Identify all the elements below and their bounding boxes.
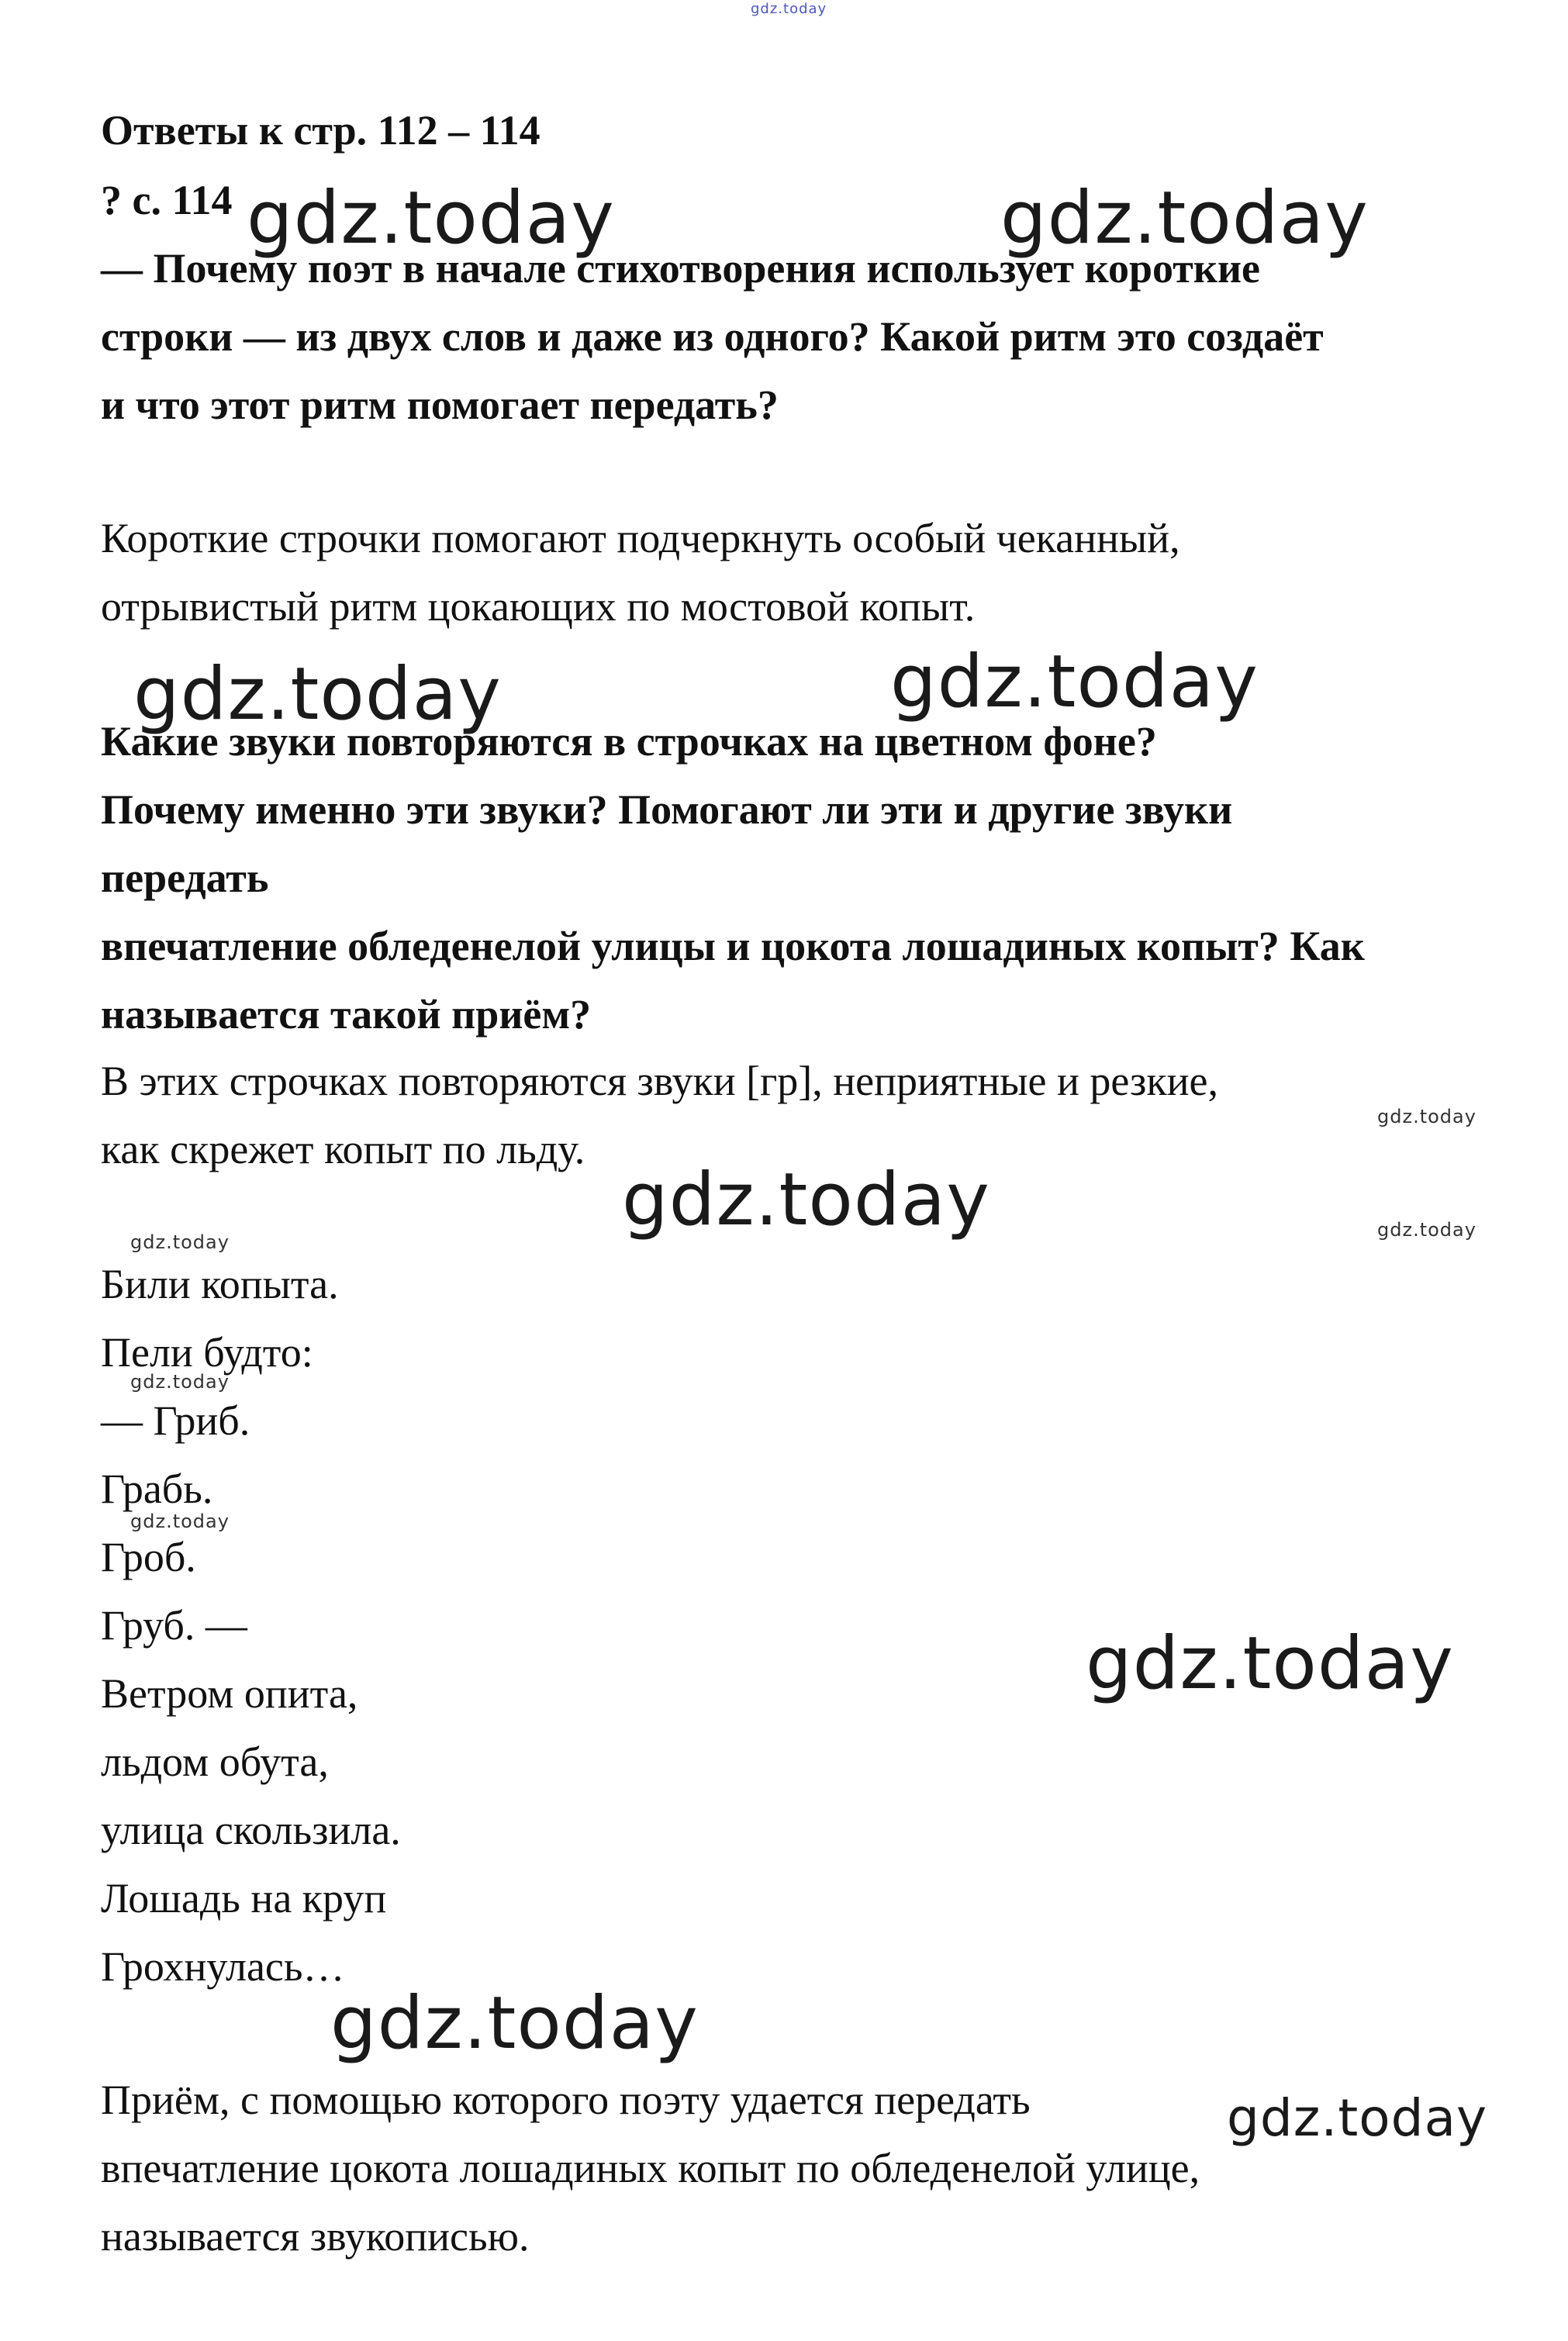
question-2-line-4: впечатление обледенелой улицы и цокота лошадиных копыт? Как bbox=[101, 923, 1365, 969]
watermark-small-5: gdz.today bbox=[130, 1511, 230, 1532]
section-label: ? с. 114 bbox=[101, 177, 233, 223]
poem-line-9: улица скользила. bbox=[101, 1807, 401, 1853]
answer-1-line-2: отрывистый ритм цокающих по мостовой копыт. bbox=[101, 583, 976, 630]
watermark-top: gdz.today bbox=[751, 1, 827, 17]
poem-line-4: Грабь. bbox=[101, 1466, 213, 1512]
conclusion-line-2: впечатление цокота лошадиных копыт по обледенелой улице, bbox=[101, 2145, 1200, 2191]
watermark-large-4: gdz.today bbox=[890, 640, 1259, 724]
question-1-line-2: строки — из двух слов и даже из одного? Какой ритм это создаёт bbox=[101, 313, 1324, 360]
page-header: Ответы к стр. 112 – 114 bbox=[101, 107, 541, 154]
question-1-line-3: и что этот ритм помогает передать? bbox=[101, 382, 779, 428]
poem-line-11: Грохнулась… bbox=[101, 1943, 345, 1990]
question-2-line-2: Почему именно эти звуки? Помогают ли эти и другие звуки bbox=[101, 786, 1233, 833]
watermark-large-1: gdz.today bbox=[247, 176, 615, 261]
watermark-large-3: gdz.today bbox=[133, 652, 502, 737]
poem-line-8: льдом обута, bbox=[101, 1738, 329, 1785]
answer-1-line-1: Короткие строчки помогают подчеркнуть особый чеканный, bbox=[101, 515, 1180, 561]
watermark-small-3: gdz.today bbox=[130, 1231, 230, 1253]
watermark-small-1: gdz.today bbox=[1377, 1106, 1476, 1127]
watermark-medium-1: gdz.today bbox=[1227, 2088, 1488, 2148]
poem-line-1: Били копыта. bbox=[101, 1261, 339, 1307]
answer-2-line-2: как скрежет копыт по льду. bbox=[101, 1126, 585, 1172]
conclusion-line-1: Приём, с помощью которого поэту удается передать bbox=[101, 2077, 1031, 2123]
poem-line-10: Лошадь на круп bbox=[101, 1875, 387, 1921]
question-2-line-1: Какие звуки повторяются в строчках на цветном фоне? bbox=[101, 718, 1157, 765]
poem-line-2: Пели будто: bbox=[101, 1329, 313, 1376]
watermark-large-5: gdz.today bbox=[622, 1158, 990, 1242]
poem-line-7: Ветром опита, bbox=[101, 1670, 358, 1717]
watermark-large-2: gdz.today bbox=[1000, 176, 1369, 261]
question-2-line-5: называется такой приём? bbox=[101, 991, 592, 1038]
poem-line-5: Гроб. bbox=[101, 1534, 196, 1580]
watermark-large-6: gdz.today bbox=[1086, 1621, 1454, 1706]
watermark-small-4: gdz.today bbox=[130, 1371, 230, 1393]
watermark-large-7: gdz.today bbox=[330, 1981, 699, 2066]
poem-line-3: — Гриб. bbox=[101, 1397, 250, 1444]
question-1-line-1: — Почему поэт в начале стихотворения использует короткие bbox=[101, 245, 1261, 292]
answer-2-line-1: В этих строчках повторяются звуки [гр], неприятные и резкие, bbox=[101, 1058, 1218, 1104]
poem-line-6: Груб. — bbox=[101, 1602, 247, 1649]
watermark-small-2: gdz.today bbox=[1377, 1219, 1476, 1241]
conclusion-line-3: называется звукописью. bbox=[101, 2213, 530, 2260]
question-2-line-3: передать bbox=[101, 855, 269, 901]
